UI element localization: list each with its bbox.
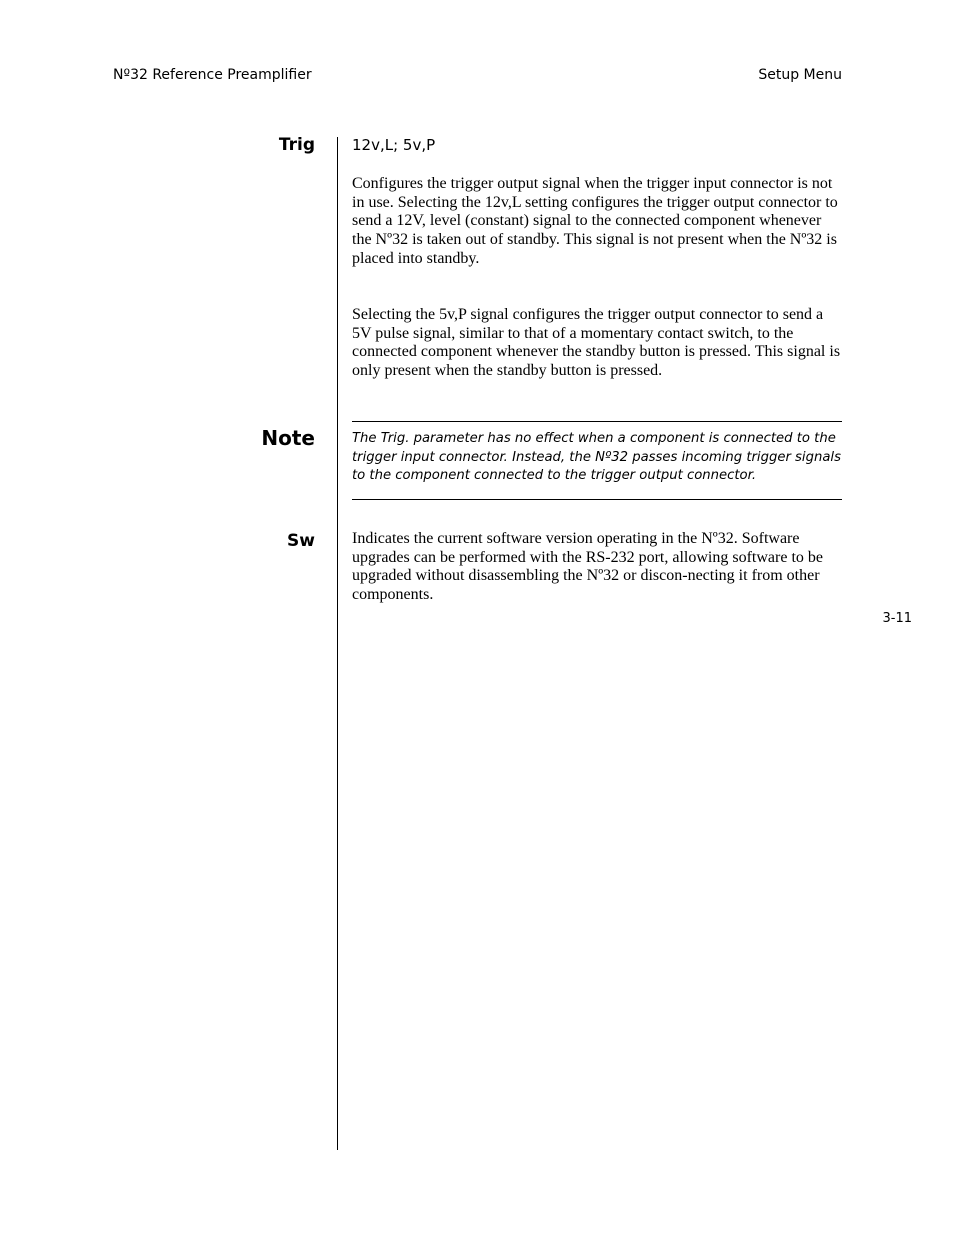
- sw-description-paragraph: Indicates the current software version operating in the Nº32. Software upgrades can be performed with the RS-232 port, allowing software to be upgraded without disassembling the Nº32 or discon-necting it from other components.: [352, 530, 823, 604]
- running-header-section: Setup Menu: [758, 67, 842, 83]
- page-number: 3-11: [882, 611, 912, 626]
- note-bottom-rule: [352, 499, 842, 500]
- note-text: The Trig. parameter has no effect when a component is connected to the trigger input connector. Instead, the Nº32 passes incoming trigger signals to the component connected to the trigger output connector.: [352, 431, 841, 484]
- margin-vertical-rule: [337, 137, 338, 1150]
- trig-description-paragraph-2: Selecting the 5v,P signal configures the trigger output connector to send a 5V pulse signal, similar to that of a momentary contact switch, to the connected component whenever the standby button is pressed. This signal is only present when the standby button is pressed.: [352, 306, 841, 380]
- running-header-title: Nº32 Reference Preamplifier: [113, 67, 312, 83]
- note-label: Note: [261, 426, 315, 450]
- sw-parameter-label: Sw: [287, 531, 315, 551]
- note-top-rule: [352, 421, 842, 422]
- trig-parameter-values: 12v,L; 5v,P: [352, 136, 436, 154]
- trig-parameter-label: Trig: [278, 135, 315, 155]
- trig-description-paragraph-1: Configures the trigger output signal when the trigger input connector is not in use. Selecting the 12v,L setting configures the trigger output connector to send a 12V, level (constant) signal to the connected component whenever the Nº32 is taken out of standby. This signal is not present when the Nº32 is placed into standby.: [352, 175, 838, 267]
